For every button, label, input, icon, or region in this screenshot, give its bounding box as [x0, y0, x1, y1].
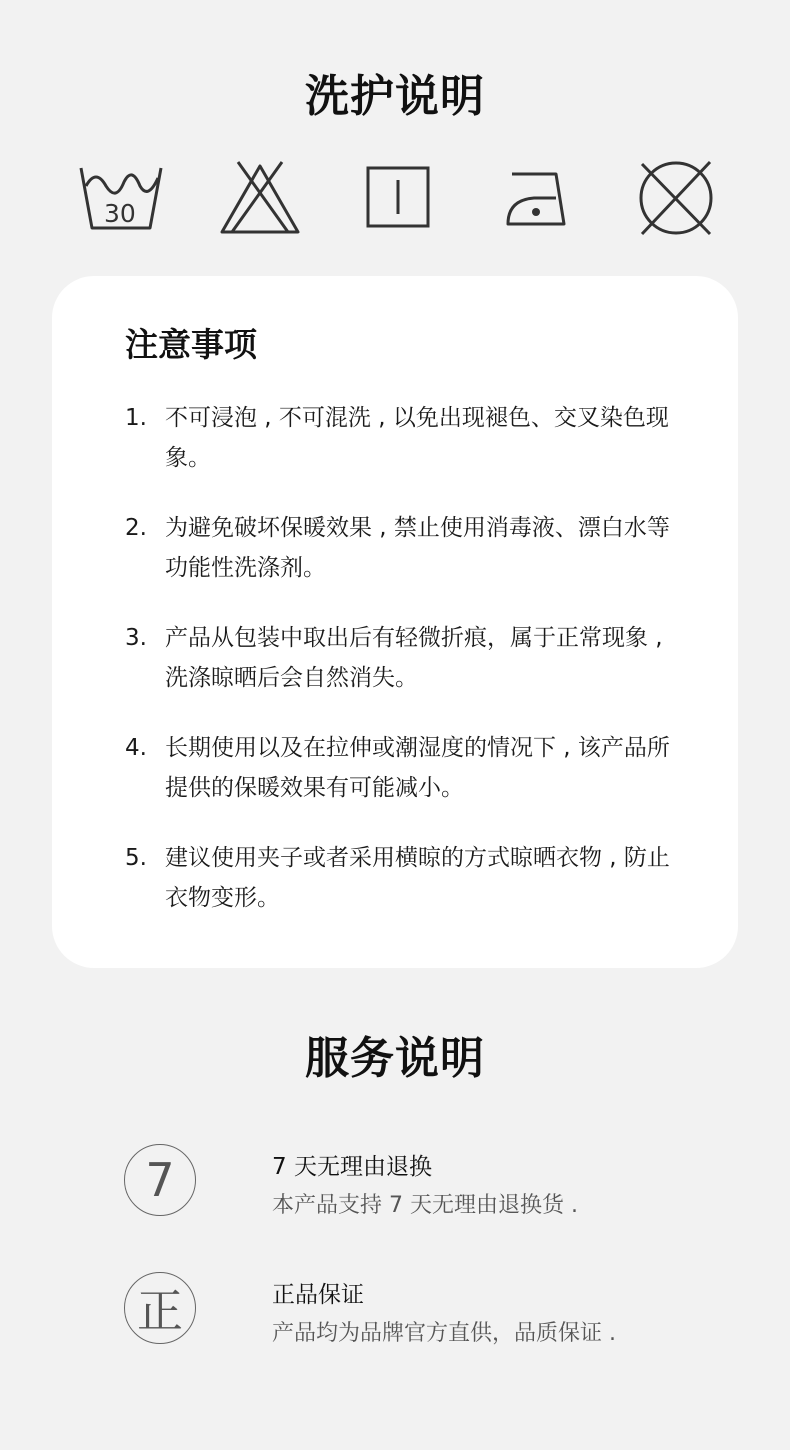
note-number: 2. [125, 515, 147, 541]
service-item-desc: 本产品支持 7 天无理由退换货 . [272, 1193, 578, 1218]
wash-30-icon [78, 158, 164, 234]
note-text: 长期使用以及在拉伸或潮湿度的情况下 , 该产品所提供的保暖效果有可能减小。 [165, 735, 670, 801]
notes-card [52, 276, 738, 968]
seven-days-badge-icon: 7 [124, 1144, 196, 1216]
service-item-return [0, 1144, 790, 1224]
service-item-authentic [0, 1272, 790, 1352]
wash-temperature-label: 30 [104, 199, 136, 228]
do-not-bleach-icon [218, 158, 302, 238]
notes-title: 注意事项 [125, 325, 257, 364]
note-number: 3. [125, 625, 147, 651]
authentic-badge-icon: 正 [124, 1272, 196, 1344]
note-item [125, 398, 685, 478]
note-item [125, 728, 685, 808]
note-text: 建议使用夹子或者采用横晾的方式晾晒衣物 , 防止衣物变形。 [165, 845, 670, 911]
service-title: 服务说明 [305, 1033, 485, 1084]
note-text: 不可浸泡 , 不可混洗 , 以免出现褪色、交叉染色现象。 [165, 405, 669, 471]
service-item-desc: 产品均为品牌官方直供，品质保证 . [272, 1321, 616, 1346]
note-number: 4. [125, 735, 147, 761]
note-item [125, 508, 685, 588]
care-title: 洗护说明 [305, 71, 485, 122]
note-item [125, 838, 685, 918]
iron-low-icon [506, 158, 568, 230]
note-number: 5. [125, 845, 147, 871]
care-icons-row [0, 158, 790, 240]
do-not-dry-clean-icon [636, 158, 716, 238]
note-text: 为避免破坏保暖效果 , 禁止使用消毒液、漂白水等功能性洗涤剂。 [165, 515, 670, 581]
note-number: 1. [125, 405, 147, 431]
service-item-title: 正品保证 [272, 1282, 364, 1308]
notes-list [125, 398, 685, 948]
tumble-dry-icon [366, 158, 430, 230]
note-text: 产品从包装中取出后有轻微折痕，属于正常现象 , 洗涤晾晒后会自然消失。 [165, 625, 663, 691]
note-item [125, 618, 685, 698]
service-item-title: 7 天无理由退换 [272, 1154, 432, 1180]
